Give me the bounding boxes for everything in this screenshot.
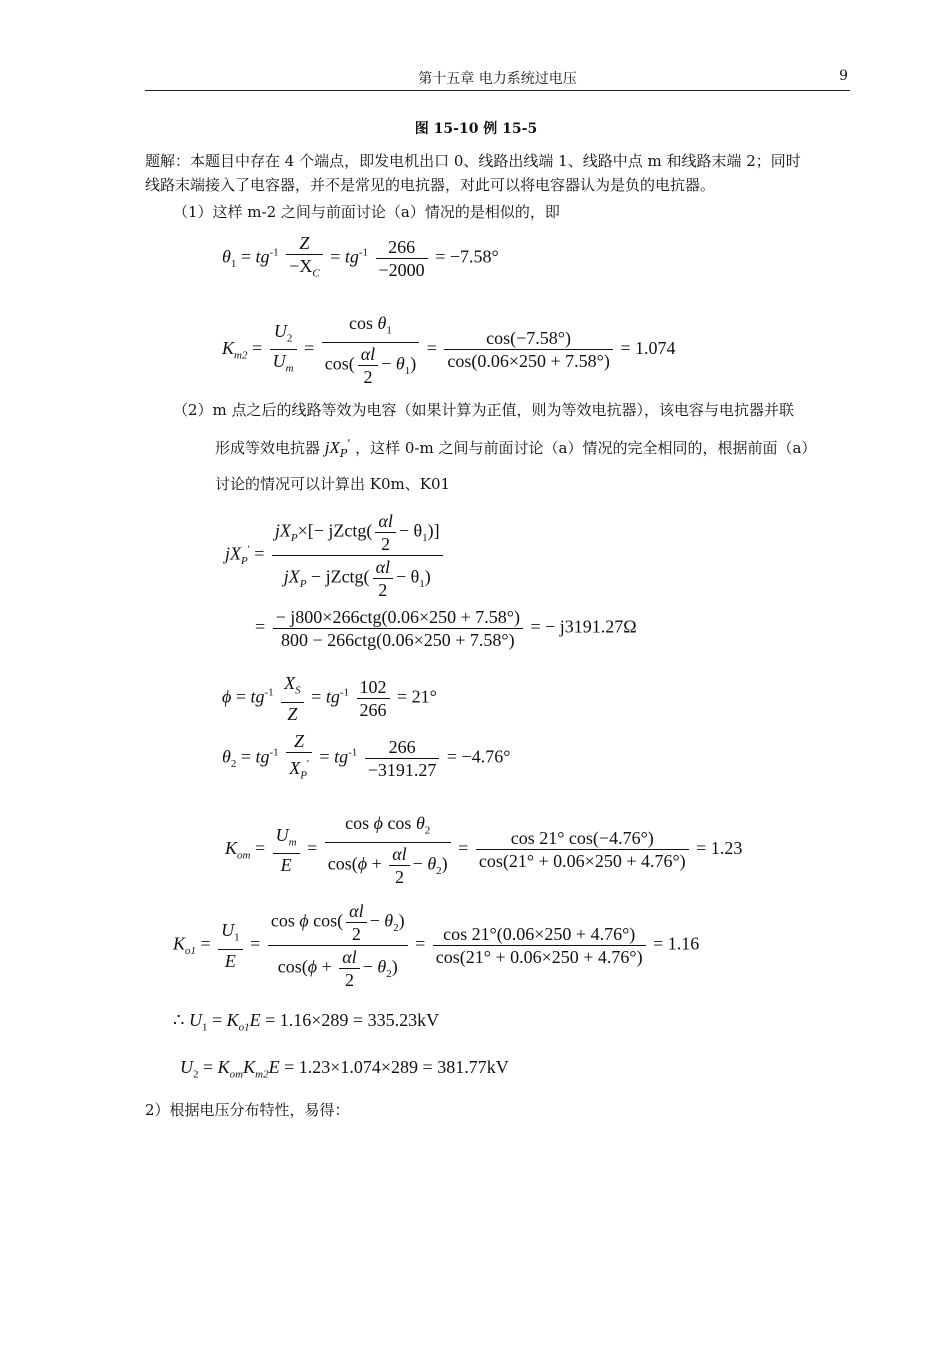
equation-jxp: $jX_P'$ = $jX_P\times[-$ jZctg( $\frac{\alpha l}{2}$ − $\theta_1$)] $jX_P$ − jZctg( $\frac{\alpha l}{2}$ − $\theta_1$) (225, 510, 446, 601)
intro-line-1: 题解：本题目中存在 4 个端点，即发电机出口 0、线路出线端 1、线路中点 m 和线路末端 2；同时 (145, 152, 801, 170)
figure-caption: 图 15-10 例 15-5 (414, 121, 538, 137)
step-2-text-a: （2）m 点之后的线路等效为电容（如果计算为正值，则为等效电抗器），该电容与电抗器并联 (173, 401, 795, 419)
equation-theta1: $\theta_1 = tg^{-1}$ $\frac{Z}{-X_C}$ = $tg^{-1}$ $\frac{266}{-2000}$ = −7.58° (222, 233, 499, 280)
page-number: 9 (839, 68, 848, 84)
equation-theta2: $\theta_2 = tg^{-1}$ $\frac{Z}{X_P'}$ = $tg^{-1}$ $\frac{266}{-3191.27}$ = −4.76° (222, 731, 511, 782)
equation-u1: ∴ $U_1 = K_{o1}E = 1.16\times 289 = 335.23kV$ (173, 1010, 440, 1034)
equation-phi: $\phi = tg^{-1}$ $\frac{X_S}{Z}$ = $tg^{-1}$ $\frac{102}{266}$ = 21° (222, 673, 437, 724)
equation-ko1: $K_{o1}$ = $\frac{U_1}{E}$ = cos ϕ cos( $\frac{\alpha l}{2}$ − $\theta_2$) cos(ϕ + $\frac{\alpha l}{2}$ − $\theta_2$) = $\frac{\cos 21^\circ(0.06\times 250 + 4.76^\circ)}{\cos(21^\circ + 0.06\times 250 + 4.76^\circ)}$ = 1.16 (173, 901, 700, 990)
equation-jxp-result: = $\frac{\text{− j800×266ctg(0.06×250 + 7.58°)}}{\text{800 − 266ctg(0.06×250 + 7.58°)}}$ = − j3191.27Ω (255, 607, 637, 650)
equation-kom: $K_{om}$ = $\frac{U_m}{E}$ = cos ϕ $\cos \theta_2$ cos(ϕ + $\frac{\alpha l}{2}$ − $\theta_2$) = $\frac{\cos 21^\circ \cos(-4.76^\circ)}{\cos(21^\circ + 0.06\times 250 + 4.76^\circ)}$ = 1.23 (225, 813, 743, 887)
intro-line-2: 线路末端接入了电容器，并不是常见的电抗器，对此可以将电容器认为是负的电抗器。 (145, 176, 716, 194)
equation-km2: $K_{m2}$ = $\frac{U_2}{U_m}$ = $\cos \theta_1$ cos( $\frac{\alpha l}{2}$ − $\theta_1$) = $\frac{\cos(-7.58^\circ)}{\cos(0.06\times 250 + 7.58^\circ)}$ = 1.074 (222, 313, 676, 387)
chapter-title: 第十五章 电力系统过电压 (418, 71, 577, 87)
page-header (145, 66, 850, 91)
step-1-text: （1）这样 m-2 之间与前面讨论（a）情况的是相似的，即 (173, 203, 560, 221)
step-2-text-c: 讨论的情况可以计算出 K0m、K01 (215, 475, 451, 493)
step-2-text-b: 形成等效电抗器 $jX_P'$ ，这样 0-m 之间与前面讨论（a）情况的完全相同的，根据前面（a） (215, 437, 817, 460)
equation-u2: $U_2 = K_{om}K_{m2}E = 1.23\times 1.074\times 289 = 381.77kV$ (180, 1057, 509, 1081)
final-text: 2）根据电压分布特性，易得： (145, 1101, 350, 1119)
